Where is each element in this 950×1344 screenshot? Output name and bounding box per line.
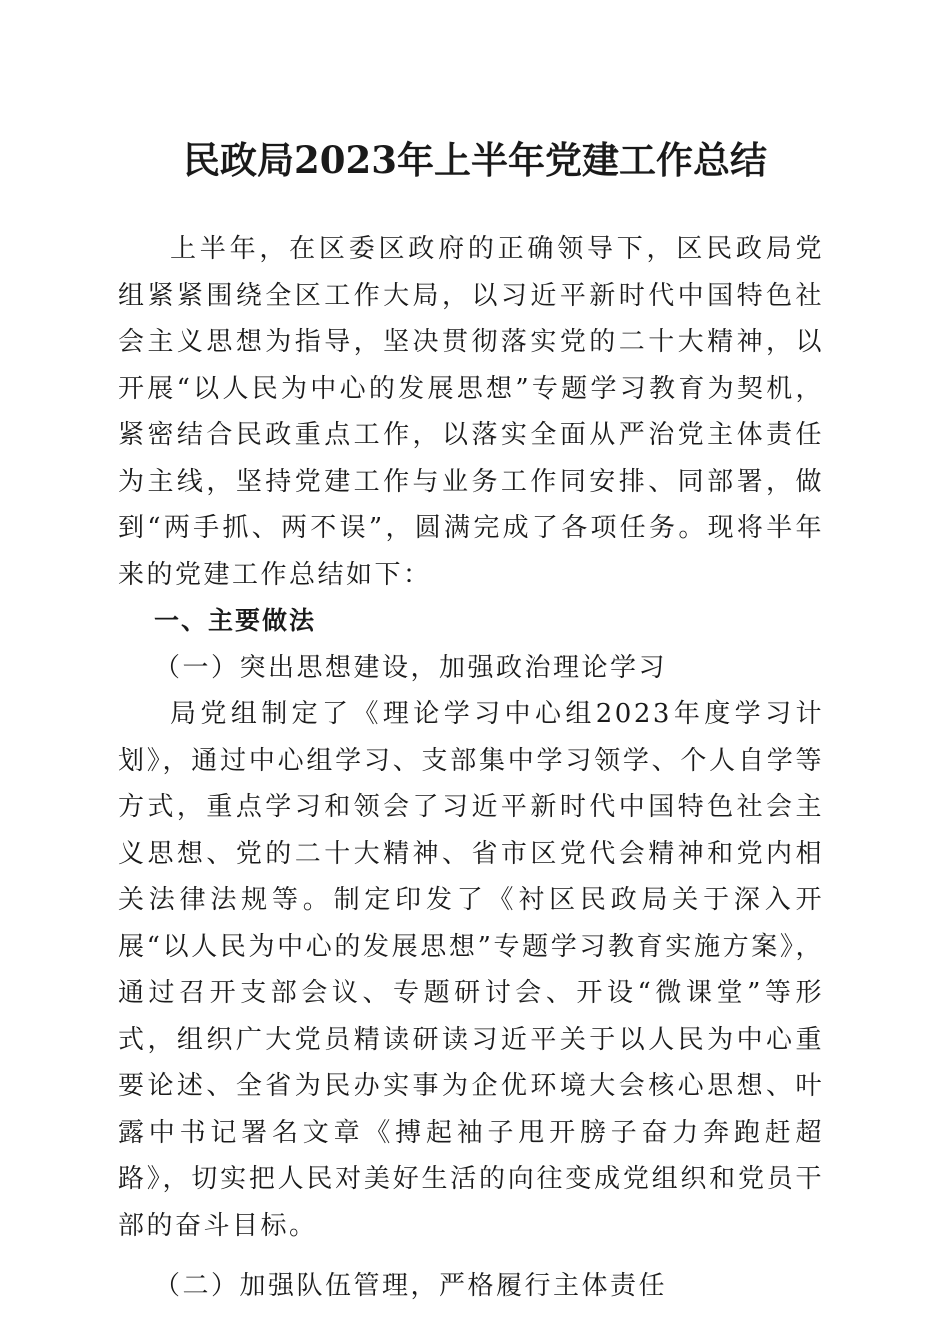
document-body — [118, 226, 824, 1310]
section-heading-main-practices: 一、主要做法 — [154, 606, 317, 635]
subsection-heading-2: （二）加强队伍管理，严格履行主体责任 — [154, 1271, 668, 1301]
intro-paragraph: 上半年，在区委区政府的正确领导下，区民政局党组紧紧围绕全区工作大局，以习近平新时代中国特色社会主义思想为指导，坚决贯彻落实党的二十大精神，以开展“以人民为中心的发展思想”专题学习教育为契机，紧密结合民政重点工作，以落实全面从严治党主体责任为主线，坚持党建工作与业务工作同安排、同部署，做到“两手抓、两不误”，圆满完成了各项任务。现将半年来的党建工作总结如下： — [118, 234, 824, 590]
document-title: 民政局2023年上半年党建工作总结 — [183, 138, 767, 182]
subsection-1-paragraph: 局党组制定了《理论学习中心组2023年度学习计划》，通过中心组学习、支部集中学习领学、个人自学等方式，重点学习和领会了习近平新时代中国特色社会主义思想、党的二十大精神、省市区党代会精神和党内相关法律法规等。制定印发了《衬区民政局关于深入开展“以人民为中心的发展思想”专题学习教育实施方案》，通过召开支部会议、专题研讨会、开设“微课堂”等形式，组织广大党员精读研读习近平关于以人民为中心重要论述、全省为民办实事为企优环境大会核心思想、叶露中书记署名文章《搏起袖子甩开膀子奋力奔跑赶超路》，切实把人民对美好生活的向往变成党组织和党员干部的奋斗目标。 — [118, 699, 824, 1241]
paragraph-spacer — [118, 1249, 824, 1263]
subsection-heading-1: （一）突出思想建设，加强政治理论学习 — [154, 652, 668, 683]
